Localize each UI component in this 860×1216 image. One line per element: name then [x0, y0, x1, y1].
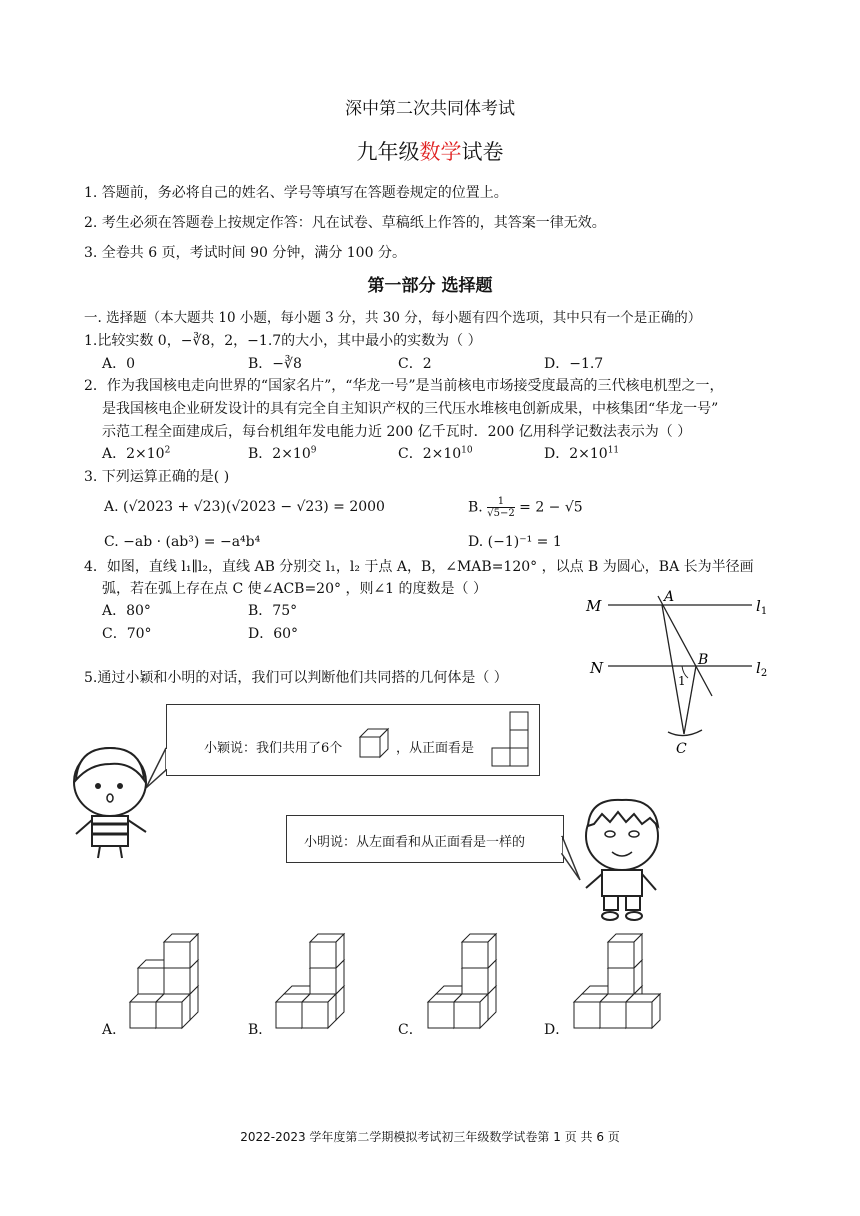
- q1-option-d: D．−1.7: [544, 356, 604, 372]
- q5-option-c-solid: [424, 932, 504, 1032]
- q2-option-a: A．$2\times 10^2$: [102, 445, 171, 462]
- label-n: N: [590, 659, 604, 677]
- label-c: C: [676, 741, 687, 757]
- q5-option-c-label: C．: [398, 1022, 423, 1038]
- front-view-icon: [490, 710, 530, 768]
- q1-option-c: C．2: [398, 356, 432, 372]
- exam-school-title: 深中第二次共同体考试: [345, 99, 515, 119]
- q1-option-b: B．−∛8: [248, 356, 302, 372]
- q3-option-a: A. (√2023 + √23)(√2023 − √23) = 2000: [104, 499, 385, 515]
- q5-option-b-solid: [272, 932, 352, 1032]
- question-3-stem: 3. 下列运算正确的是( ): [84, 469, 230, 485]
- label-l2: $l_2$: [756, 659, 768, 679]
- q2-option-d: D．$2\times 10^{11}$: [544, 445, 620, 462]
- girl-cartoon-icon: [58, 740, 168, 860]
- q5-option-d-label: D．: [544, 1022, 570, 1038]
- label-m: M: [586, 597, 602, 615]
- notice-1: 1. 答题前，务必将自己的姓名、学号等填写在答题卷规定的位置上。: [84, 185, 508, 201]
- exam-title: 九年级数学试卷: [356, 140, 504, 164]
- bubble-2-text: 小明说：从左面看和从正面看是一样的: [304, 835, 526, 850]
- q5-option-b-label: B．: [248, 1022, 273, 1038]
- part-title: 第一部分 选择题: [367, 276, 493, 296]
- q3-option-d: D. (−1)⁻¹ = 1: [468, 534, 562, 550]
- bubble-1-text-a: 小颖说：我们共用了6个: [204, 741, 343, 756]
- q4-option-d: D．60°: [248, 626, 299, 642]
- q4-option-a: A．80°: [102, 603, 151, 619]
- question-4-line-2: 弧，若在弧上存在点 C 使∠ACB=20° ，则∠1 的度数是（ ）: [102, 581, 487, 597]
- question-4-line-1: 4．如图，直线 l₁∥l₂，直线 AB 分别交 l₁，l₂ 于点 A，B，∠MAB=120° ，以点 B 为圆心，BA 长为半径画: [84, 559, 754, 575]
- q3-option-b: B. $\frac{1}{√5-2}$ = 2 − √5: [468, 496, 583, 519]
- cube: [626, 994, 660, 1028]
- q4-geometry-figure: [584, 588, 784, 758]
- section-intro: 一. 选择题（本大题共 10 小题，每小题 3 分，共 30 分，每小题有四个选项，其中只有一个是正确的）: [84, 310, 702, 326]
- notice-2: 2. 考生必须在答题卷上按规定作答：凡在试卷、草稿纸上作答的，其答案一律无效。: [84, 215, 606, 231]
- cube: [164, 934, 198, 968]
- q4-option-c: C．70°: [102, 626, 152, 642]
- q2-option-c: C．$2\times 10^{10}$: [398, 445, 473, 462]
- cube: [156, 994, 190, 1028]
- question-1-stem: 1.比较实数 0，−∛8，2，−1.7的大小，其中最小的实数为（ ）: [84, 333, 482, 349]
- boy-cartoon-icon: [572, 794, 672, 924]
- q4-option-b: B．75°: [248, 603, 298, 619]
- question-5-stem: 5.通过小颖和小明的对话，我们可以判断他们共同搭的几何体是（ ）: [84, 670, 508, 686]
- label-b: B: [698, 652, 709, 668]
- q2-option-b: B．$2\times 10^9$: [248, 445, 317, 462]
- question-2-line-1: 2．作为我国核电走向世界的“国家名片”，“华龙一号”是当前核电市场接受度最高的三代核电机型之一，: [84, 378, 724, 394]
- question-2-line-3: 示范工程全面建成后，每台机组年发电能力近 200 亿千瓦时．200 亿用科学记数法表示为（ ）: [102, 424, 692, 440]
- q3-option-b-fraction: $\frac{1}{√5-2}$: [487, 496, 515, 519]
- cube: [462, 934, 496, 968]
- page-footer: 2022-2023 学年度第二学期模拟考试初三年级数学试卷第 1 页 共 6 页: [240, 1130, 620, 1144]
- q5-option-a-label: A．: [102, 1022, 127, 1038]
- subject-highlight: 数学: [419, 140, 462, 164]
- question-2-line-2: 是我国核电企业研发设计的具有完全自主知识产权的三代压水堆核电创新成果，中核集团“华龙一号”: [102, 401, 719, 417]
- label-angle-1: 1: [678, 674, 686, 688]
- q5-option-d-solid: [570, 932, 650, 1032]
- notice-3: 3. 全卷共 6 页，考试时间 90 分钟，满分 100 分。: [84, 245, 406, 261]
- label-a: A: [664, 589, 675, 605]
- cube: [310, 934, 344, 968]
- cube: [454, 994, 488, 1028]
- cube: [302, 994, 336, 1028]
- q5-option-a-solid: [126, 932, 206, 1032]
- q1-option-a: A．0: [102, 356, 136, 372]
- label-l1: $l_1$: [756, 597, 768, 617]
- bubble-1-text-b: ，从正面看是: [396, 741, 475, 756]
- cube-icon: [358, 727, 392, 759]
- cube: [608, 934, 642, 968]
- q3-option-c: C. −ab · (ab³) = −a⁴b⁴: [104, 534, 261, 550]
